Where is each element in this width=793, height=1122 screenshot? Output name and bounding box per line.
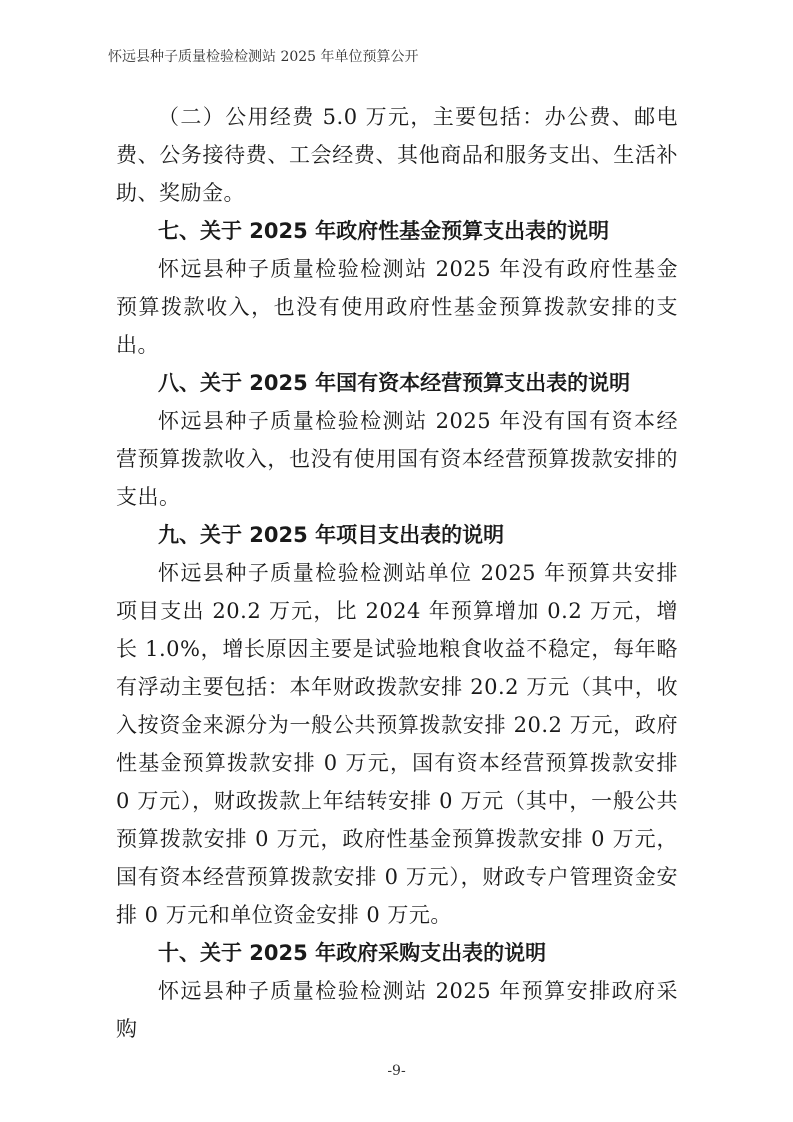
heading-section-9: 九、关于 2025 年项目支出表的说明 bbox=[158, 523, 505, 547]
page-header: 怀远县种子质量检验检测站 2025 年单位预算公开 bbox=[108, 49, 419, 65]
paragraph-section-7: 怀远县种子质量检验检测站 2025 年没有政府性基金预算拨款收入，也没有使用政府性基金预算拨款安排的支出。 bbox=[116, 257, 678, 357]
paragraph-section-8: 怀远县种子质量检验检测站 2025 年没有国有资本经营预算拨款收入，也没有使用国有资本经营预算拨款安排的支出。 bbox=[116, 409, 678, 509]
paragraph-section-10: 怀远县种子质量检验检测站 2025 年预算安排政府采购 bbox=[116, 979, 678, 1041]
paragraph-section-9: 怀远县种子质量检验检测站单位 2025 年预算共安排项目支出 20.2 万元，比 2024 年预算增加 0.2 万元，增长 1.0%，增长原因主要是试验地粮食收益不稳定，每年略有浮动主要包括：本年财政拨款安排 20.2 万元（其中，收入按资金来源分为一般公共预算拨款安排 20.2 万元，政府性基金预算拨款安排 0 万元，国有资本经营预算拨款安排 0 万元），财政拨款上年结转安排 0 万元（其中，一般公共预算拨款安排 0 万元，政府性基金预算拨款安排 0 万元，国有资本经营预算拨款安排 0 万元），财政专户管理资金安排 0 万元和单位资金安排 0 万元。 bbox=[116, 561, 678, 927]
heading-section-8: 八、关于 2025 年国有资本经营预算支出表的说明 bbox=[158, 371, 631, 395]
paragraph-public-expenses: （二）公用经费 5.0 万元，主要包括：办公费、邮电费、公务接待费、工会经费、其他商品和服务支出、生活补助、奖励金。 bbox=[116, 105, 678, 205]
page-number: -9- bbox=[387, 1063, 406, 1079]
heading-section-10: 十、关于 2025 年政府采购支出表的说明 bbox=[158, 941, 547, 965]
heading-section-7: 七、关于 2025 年政府性基金预算支出表的说明 bbox=[158, 219, 610, 243]
document-body bbox=[116, 98, 678, 1048]
